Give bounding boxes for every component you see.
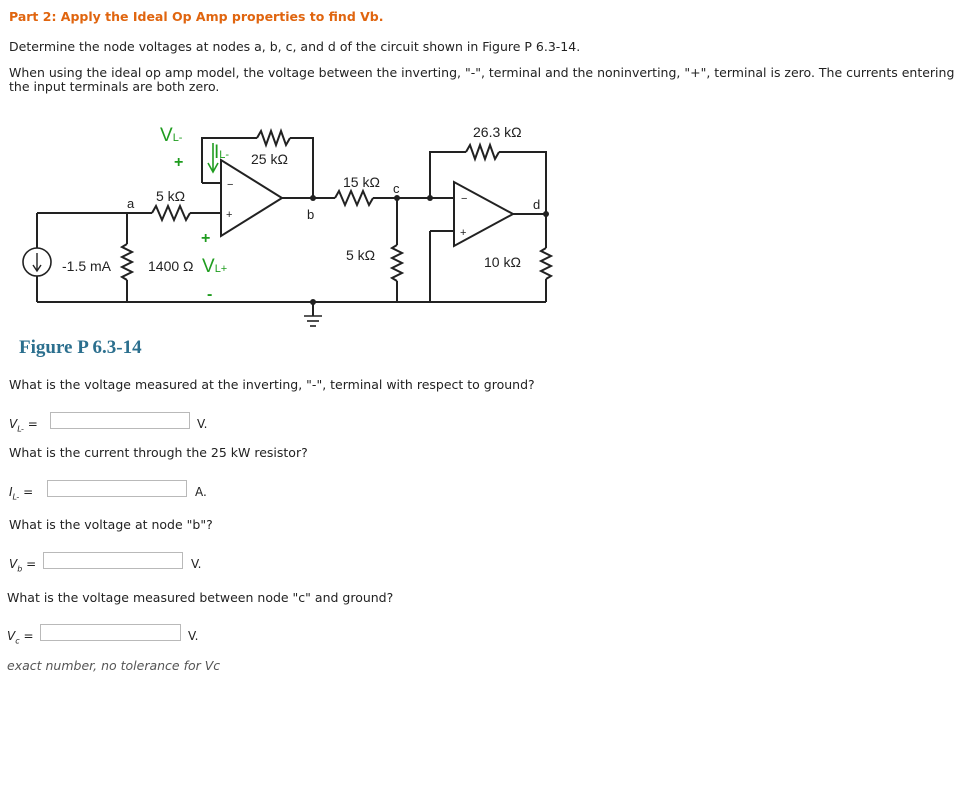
r-5k-a-zigzag — [152, 206, 190, 220]
question-vb: What is the voltage at node "b"? — [9, 517, 213, 532]
vb-var-label: $V_b$ = — [9, 557, 37, 574]
tolerance-note: exact number, no tolerance for Vc — [7, 658, 221, 673]
r-5k-a-label: 5 kΩ — [156, 188, 186, 204]
vb-input[interactable] — [43, 552, 183, 569]
r-26k-zigzag — [466, 145, 499, 159]
vl-minus-input[interactable] — [50, 412, 190, 429]
intro-line-2a: When using the ideal op amp model, the voltage between the inverting, "-", terminal and the noninverting, "+", terminal is zero. The currents entering — [9, 65, 955, 80]
node-b-dot — [310, 195, 316, 201]
vl-plus-label: VL+ — [202, 256, 228, 277]
vc-unit: V. — [188, 629, 199, 643]
il-minus-var-label: $I_{L-}$ = — [9, 485, 34, 502]
wire-fb2-left — [430, 152, 466, 198]
vl-plus-plus-sign: + — [201, 230, 211, 247]
vb-unit: V. — [191, 557, 202, 571]
r-25k-zigzag — [257, 131, 290, 145]
r-25k-label: 25 kΩ — [251, 151, 288, 167]
node-b-label: b — [307, 207, 315, 222]
node-d-dot — [543, 211, 549, 217]
question-il-minus: What is the current through the 25 kW resistor? — [9, 445, 308, 460]
r-10k-label: 10 kΩ — [484, 254, 521, 270]
il-label: IL- — [214, 142, 230, 163]
opamp1-plus-sign: + — [226, 209, 233, 221]
r-1400-label: 1400 Ω — [148, 258, 194, 274]
wire-fb-right — [290, 138, 313, 198]
node-d-label: d — [533, 197, 541, 212]
vl-minus-label: VL- — [160, 125, 183, 146]
node-c2-dot — [427, 195, 433, 201]
il-minus-unit: A. — [195, 485, 207, 499]
vl-minus-unit: V. — [197, 417, 208, 431]
r-10k-zigzag — [541, 248, 551, 279]
ground-node-dot — [310, 299, 316, 305]
intro-line-1: Determine the node voltages at nodes a, b, c, and d of the circuit shown in Figure P 6.3-14. — [9, 39, 581, 54]
source-label: -1.5 mA — [62, 258, 112, 274]
vl-plus-minus-sign: - — [207, 286, 213, 303]
opamp2-plus-sign: + — [460, 227, 467, 239]
intro-line-2b: the input terminals are both zero. — [9, 79, 220, 94]
vl-minus-plus-sign: + — [174, 154, 184, 171]
r-5k-c-zigzag — [392, 245, 402, 281]
vc-input[interactable] — [40, 624, 181, 641]
question-vc: What is the voltage measured between node "c" and ground? — [7, 590, 394, 605]
r-1400-zigzag — [122, 244, 132, 280]
r-15k-zigzag — [335, 191, 373, 205]
node-c-label: c — [393, 181, 400, 196]
vc-var-label: $V_c$ = — [7, 629, 34, 646]
node-a-label: a — [127, 196, 135, 211]
circuit-figure — [0, 110, 570, 360]
r-26k-label: 26.3 kΩ — [473, 124, 522, 140]
opamp2-minus-sign: − — [461, 193, 468, 205]
figure-title: Figure P 6.3-14 — [19, 337, 142, 358]
question-vl-minus: What is the voltage measured at the inverting, "-", terminal with respect to ground? — [9, 377, 535, 392]
r-15k-label: 15 kΩ — [343, 174, 380, 190]
part-title: Part 2: Apply the Ideal Op Amp properties to find Vb. — [9, 9, 384, 24]
r-5k-c-label: 5 kΩ — [346, 247, 376, 263]
vl-minus-var-label: $V_{L-}$ = — [9, 417, 38, 434]
opamp1-body — [221, 160, 282, 236]
opamp1-minus-sign: − — [227, 179, 234, 191]
il-minus-input[interactable] — [47, 480, 187, 497]
